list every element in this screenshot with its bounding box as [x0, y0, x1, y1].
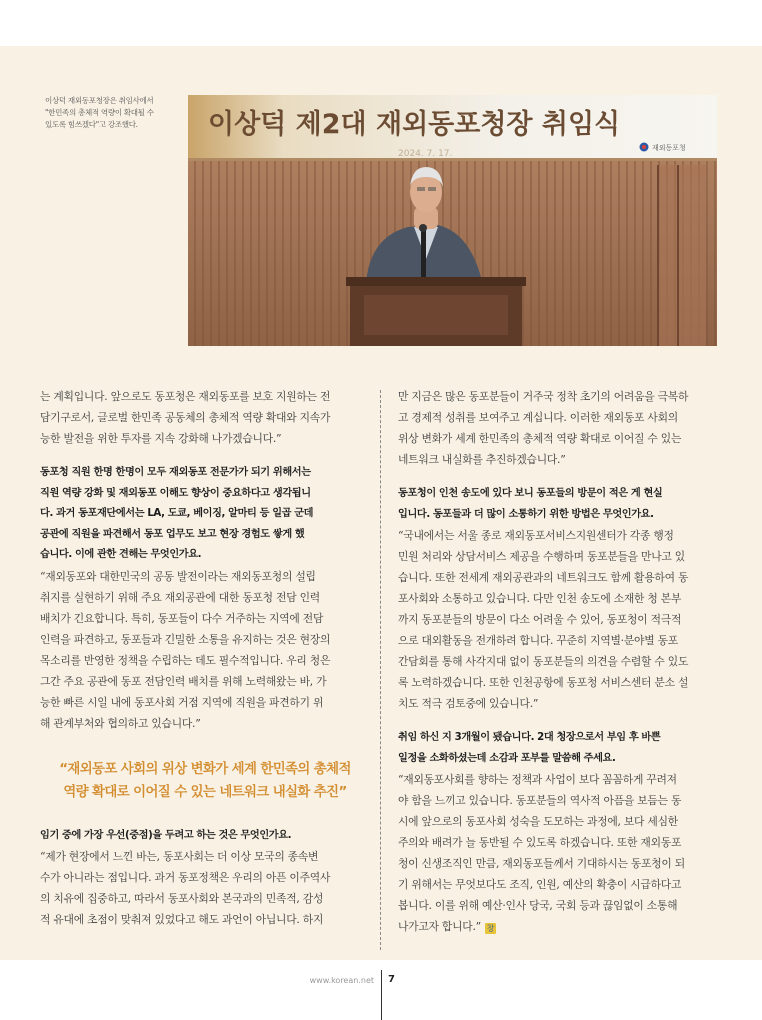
text-line: 습니다. 또한 전세계 재외공관과의 네트워크도 함께 활용하여 동: [398, 571, 689, 584]
text-line: 만 지금은 많은 동포분들이 거주국 정착 초기의 어려움을 극복하: [398, 390, 689, 403]
lectern: [346, 277, 526, 346]
top-margin: [0, 0, 762, 46]
photo-caption: [45, 95, 185, 131]
text-line: 담기구로서, 글로벌 한민족 공동체의 총체적 역량 확대와 지속가: [40, 411, 331, 424]
text-line: 까지 동포분들의 방문이 다소 어려울 수 있어, 동포청이 적극적: [398, 613, 682, 626]
inauguration-photo: [188, 95, 717, 346]
text-line: 일정을 소화하셨는데 소감과 포부를 말씀해 주세요.: [398, 752, 616, 764]
text-line: 임기 중에 가장 우선(중점)을 두려고 하는 것은 무엇인가요.: [40, 829, 292, 841]
text-line: 적 유대에 초점이 맞춰져 있었다고 해도 과언이 아닙니다. 하지: [40, 913, 324, 926]
text-line: 해 관계부처와 협의하고 있습니다.”: [40, 716, 201, 730]
interview-question: [40, 463, 370, 566]
text-line: “제가 현장에서 느낀 바는, 동포사회는 더 이상 모국의 종속변: [40, 850, 319, 863]
pull-quote-line: “재외동포 사회의 위상 변화가 세계 한민족의 총체적: [59, 761, 351, 777]
text-line: 민원 처리와 상담서비스 제공을 수행하며 동포분들을 만나고 있: [398, 550, 685, 563]
interview-question: [398, 484, 728, 525]
answer-paragraph: [398, 525, 728, 714]
text-line: 록 노력하겠습니다. 또한 인천공항에 동포청 서비스센터 분소 설: [398, 676, 689, 689]
text-line: 동포청 직원 한명 한명이 모두 재외동포 전문가가 되기 위해서는: [40, 467, 311, 478]
caption-line: 이상덕 재외동포청장은 취임사에서: [45, 96, 154, 105]
text-line: 능한 빠른 시일 내에 동포사회 거점 지역에 직원을 파견하기 위: [40, 695, 324, 709]
caption-line: "한민족의 총체적 역량이 확대될 수: [45, 108, 154, 117]
text-line: 입니다. 동포들과 더 많이 소통하기 위한 방법은 무엇인가요.: [398, 508, 654, 520]
text-line: 동포청이 인천 송도에 있다 보니 동포들의 방문이 적은 게 현실: [398, 488, 663, 499]
text-line: [398, 916, 728, 937]
text-line: 야 함을 느끼고 있습니다. 동포분들의 역사적 아픔을 보듬는 동: [398, 794, 682, 807]
answer-paragraph: [40, 386, 370, 449]
pull-quote: [40, 758, 370, 804]
text-line: 그간 주요 공관에 동포 전담인력 배치를 위해 노력해왔는 바, 가: [40, 674, 327, 688]
text-line: 습니다. 이에 관한 견해는 무엇인가요.: [40, 549, 202, 560]
text-line: 취지를 실현하기 위해 주요 재외공관에 대한 동포청 전담 인력: [40, 590, 320, 604]
text-line: 는 계획입니다. 앞으로도 동포청은 재외동포를 보호 지원하는 전: [40, 390, 331, 403]
text-line: 위상 변화가 세계 한민족의 총체적 역량 확대로 이어질 수 있는: [398, 432, 682, 445]
text-line: 취임 하신 지 3개월이 됐습니다. 2대 청장으로서 부임 후 바쁜: [398, 732, 661, 743]
banner-title: 이상덕 제2대 재외동포청장 취임식: [208, 109, 621, 140]
photo-illustration: [188, 95, 717, 346]
page-number: 7: [388, 974, 395, 985]
text-line: 능한 발전을 위한 투자를 지속 강화해 나가겠습니다.”: [40, 432, 282, 445]
text-line: 네트워크 내실화를 추진하겠습니다.”: [398, 453, 566, 466]
interview-question: [40, 826, 370, 847]
text-line-end: 나가고자 합니다.”: [398, 920, 481, 933]
text-line: “재외동포사회를 향하는 정책과 사업이 보다 꼼꼼하게 꾸려져: [398, 773, 677, 786]
interview-question: [398, 728, 728, 769]
banner-date: 2024. 7. 17.: [398, 149, 453, 159]
caption-line: 있도록 힘쓰겠다"고 강조했다.: [45, 120, 138, 129]
text-line: 포사회와 소통하고 있습니다. 다만 인천 송도에 소재한 청 본부: [398, 592, 682, 605]
article-column-right: [398, 386, 728, 937]
text-line: “국내에서는 서울 종로 재외동포서비스지원센터가 각종 행정: [398, 529, 674, 542]
text-line: 수가 아니라는 점입니다. 과거 동포정책은 우리의 아픈 이주역사: [40, 871, 331, 884]
footer-url: www.korean.net: [309, 976, 374, 985]
text-line: 으로 대외활동을 전개하려 합니다. 꾸준히 지역별·분야별 동포: [398, 634, 678, 647]
text-line: 기 위해서는 무엇보다도 조직, 인원, 예산의 확충이 시급하다고: [398, 878, 682, 891]
text-line: 봅니다. 이를 위해 예산·인사 당국, 국회 등과 끊임없이 소통해: [398, 899, 678, 912]
column-divider: [380, 390, 381, 950]
text-line: 고 경제적 성취를 보여주고 계십니다. 이러한 재외동포 사회의: [398, 411, 678, 424]
answer-paragraph: [398, 769, 728, 937]
text-line: 다. 과거 동포재단에서는 LA, 도쿄, 베이징, 알마티 등 일곱 군데: [40, 508, 314, 519]
footer-divider: [381, 970, 382, 1020]
text-line: 목소리를 반영한 정책을 수립하는 데도 필수적입니다. 우리 청은: [40, 653, 331, 667]
answer-paragraph: [40, 566, 370, 734]
text-line: 인력을 파견하고, 동포들과 긴밀한 소통을 유지하는 것은 현장의: [40, 632, 331, 646]
pull-quote-line: 역량 확대로 이어질 수 있는 네트워크 내실화 추진”: [63, 784, 347, 800]
text-line: 치도 적극 검토중에 있습니다.”: [398, 697, 539, 710]
text-line: “재외동포와 대한민국의 공동 발전이라는 재외동포청의 설립: [40, 569, 316, 583]
end-mark-icon: 창: [486, 924, 495, 933]
text-line: 직원 역량 강화 및 재외동포 이해도 향상이 중요하다고 생각됩니: [40, 487, 311, 499]
answer-paragraph: [40, 846, 370, 930]
text-line: 의 치유에 집중하고, 따라서 동포사회와 본국과의 민족적, 감성: [40, 892, 324, 905]
article-column-left: [40, 386, 370, 930]
text-line: 간담회를 통해 사각지대 없이 동포분들의 의견을 수렴할 수 있도: [398, 655, 689, 668]
text-line: 배치가 긴요합니다. 특히, 동포들이 다수 거주하는 지역에 전담: [40, 611, 324, 625]
answer-paragraph: [398, 386, 728, 470]
banner-logo-text: 재외동포청: [652, 144, 686, 152]
text-line: 주의와 배려가 늘 동반될 수 있도록 하겠습니다. 또한 재외동포: [398, 836, 682, 849]
text-line: 시에 앞으로의 동포사회 성숙을 도모하는 과정에, 보다 세심한: [398, 815, 678, 828]
text-line: 청이 신생조직인 만큼, 재외동포들께서 기대하시는 동포청이 되: [398, 857, 685, 870]
text-line: 공관에 직원을 파견해서 동포 업무도 보고 현장 경험도 쌓게 했: [40, 528, 305, 540]
